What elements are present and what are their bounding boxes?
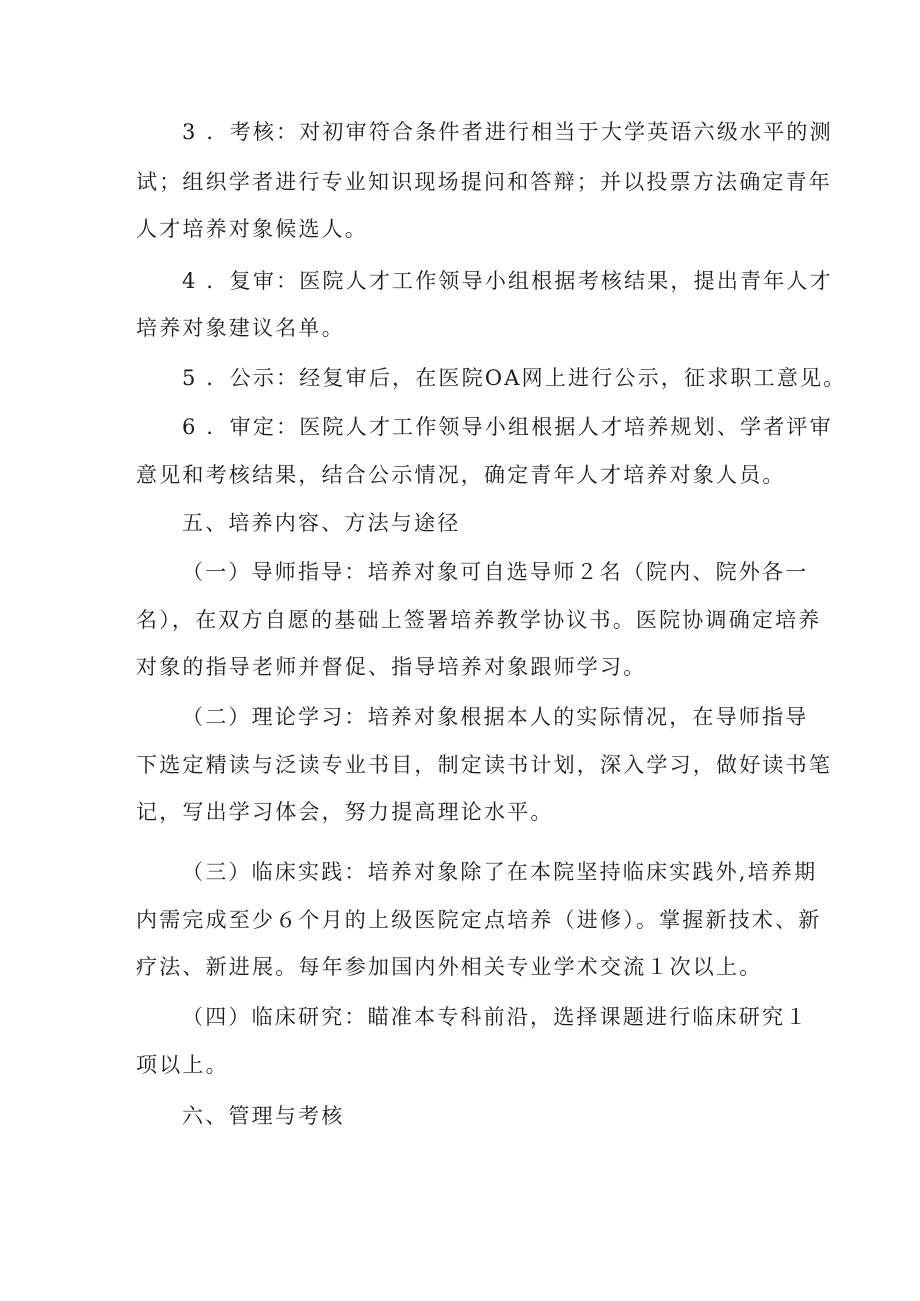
paragraph-line: 项以上。 [136,1053,229,1077]
paragraph-line: （一）导师指导：培养对象可自选导师２名（院内、院外各一 [182,560,809,584]
paragraph-line: 疗法、新进展。每年参加国内外相关专业学术交流１次以上。 [136,955,763,979]
paragraph-line: （二）理论学习：培养对象根据本人的实际情况，在导师指导 [182,705,809,729]
section-heading: 五、培养内容、方法与途径 [182,511,461,535]
paragraph-line: 人才培养对象候选人。 [136,217,368,241]
paragraph-line: 5 ．公示：经复审后，在医院OA网上进行公示，征求职工意见。 [182,366,847,390]
paragraph-line: 3 ．考核：对初审符合条件者进行相当于大学英语六级水平的测 [182,120,833,144]
paragraph-line: 意见和考核结果，结合公示情况，确定青年人才培养对象人员。 [136,463,786,487]
paragraph-line: 下选定精读与泛读专业书目，制定读书计划，深入学习，做好读书笔 [136,753,832,777]
paragraph-line: （四）临床研究：瞄准本专科前沿，选择课题进行临床研究１ [182,1005,809,1029]
paragraph-line: 6 ．审定：医院人才工作领导小组根据人才培养规划、学者评审 [182,415,833,439]
paragraph-line: 对象的指导老师并督促、指导培养对象跟师学习。 [136,655,647,679]
paragraph-line: 试；组织学者进行专业知识现场提问和答辩；并以投票方法确定青年 [136,170,832,194]
paragraph-line: （三）临床实践：培养对象除了在本院坚持临床实践外,培养期 [182,860,818,884]
paragraph-line: 培养对象建议名单。 [136,316,345,340]
paragraph-line: 4 ．复审：医院人才工作领导小组根据考核结果，提出青年人才 [182,269,833,293]
paragraph-line: 记，写出学习体会，努力提高理论水平。 [136,800,554,824]
section-heading: 六、管理与考核 [182,1104,345,1128]
paragraph-line: 内需完成至少６个月的上级医院定点培养（进修）。掌握新技术、新 [136,908,822,932]
paragraph-line: 名），在双方自愿的基础上签署培养教学协议书。医院协调确定培养 [136,608,822,632]
